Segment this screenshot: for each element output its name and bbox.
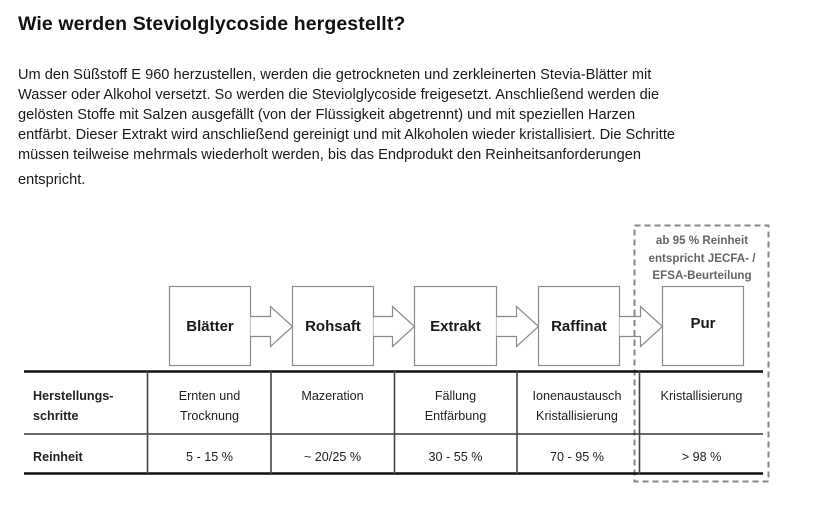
paragraph-line: Wasser oder Alkohol versetzt. So werden die Steviolglycoside freigesetzt. Anschließend werden die (18, 87, 660, 103)
cell-line: Kristallisierung (660, 389, 743, 403)
table-cell (640, 386, 763, 406)
arrow-right-icon (374, 307, 415, 347)
paragraph-line: entfärbt. Dieser Extrakt wird anschließend gereinigt und mit Alkoholen wieder kristallisiert. Die Schritte (18, 127, 676, 143)
table-cell (517, 447, 637, 467)
arrow-right-icon (497, 307, 539, 347)
cell-line: Entfärbung (424, 409, 487, 423)
cell-line: > 98 % (681, 450, 722, 464)
arrow-right-icon (620, 307, 663, 347)
table-cell (394, 447, 517, 467)
stage-label-blaetter: Blätter (186, 318, 234, 335)
cell-line: Fällung (434, 389, 477, 403)
arrow-right-icon (251, 307, 293, 347)
table-cell (271, 447, 394, 467)
cell-line: 30 - 55 % (428, 450, 483, 464)
stage-label-pur: Pur (690, 315, 716, 332)
row-header-line: Herstellungs- (33, 389, 114, 403)
purity-note (636, 232, 768, 285)
note-line: ab 95 % Reinheit (655, 234, 749, 247)
note-line: entspricht JECFA- / (648, 251, 756, 265)
row-header-herstellungsschritte (33, 386, 113, 426)
cell-line: ~ 20/25 % (303, 450, 362, 464)
cell-line: 5 - 15 % (186, 450, 233, 464)
cell-line: Kristallisierung (536, 409, 618, 423)
paragraph-line: gelösten Stoffe mit Salzen ausgefällt (von der Flüssigkeit abgetrennt) und mit speziellen Harzen (18, 107, 636, 123)
table-cell (148, 447, 271, 467)
row-header-reinheit (33, 447, 83, 467)
paragraph-line: Um den Süßstoff E 960 herzustellen, werden die getrockneten und zerkleinerten Stevia-Blätter mit (18, 67, 652, 83)
stage-label-rohsaft: Rohsaft (305, 318, 361, 335)
row-header-line: schritte (33, 409, 79, 423)
paragraph-line: entspricht. (18, 172, 86, 188)
cell-line: Mazeration (301, 389, 364, 403)
stage-label-extrakt: Extrakt (430, 318, 481, 335)
cell-line: Ernten und (178, 389, 241, 403)
cell-line: 70 - 95 % (550, 450, 604, 464)
cell-line: Trocknung (179, 409, 240, 423)
paragraph-line: müssen teilweise mehrmals wiederholt werden, bis das Endprodukt den Reinheitsanforderungen (18, 147, 642, 163)
table-cell (517, 386, 637, 426)
table-cell (394, 386, 517, 426)
page-title: Wie werden Steviolglycoside hergestellt? (18, 13, 406, 35)
table-cell (148, 386, 271, 426)
cell-line: Ionenaustausch (532, 389, 622, 403)
stage-label-raffinat: Raffinat (551, 318, 607, 335)
note-line: EFSA-Beurteilung (652, 269, 752, 282)
row-header-line: Reinheit (33, 450, 83, 464)
table-cell (640, 447, 763, 467)
table-cell (271, 386, 394, 406)
